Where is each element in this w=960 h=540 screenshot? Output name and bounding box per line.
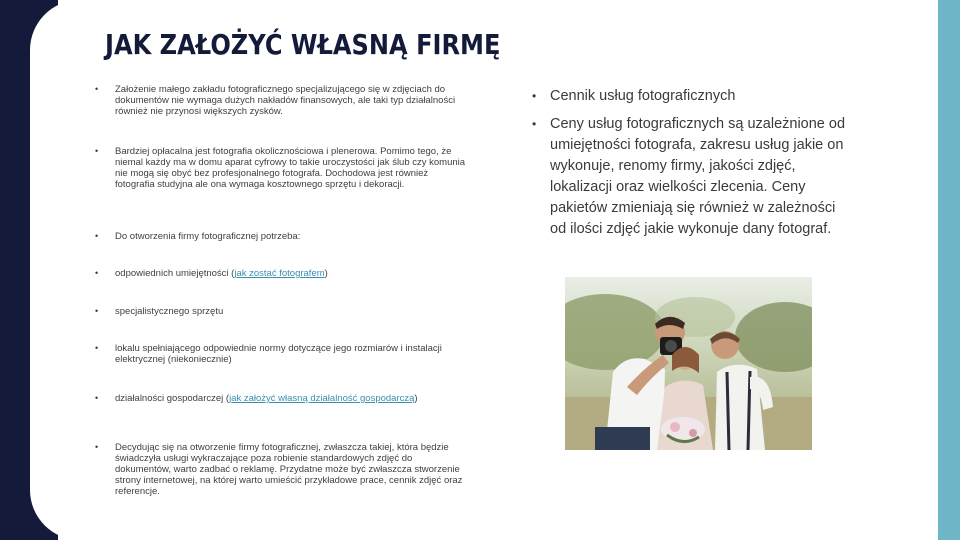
bullet-icon: •: [95, 306, 99, 316]
list-item-text: Do otworzenia firmy fotograficznej potrzeba:: [115, 231, 301, 242]
list-item: [95, 146, 467, 190]
bullet-icon: •: [95, 231, 99, 241]
bullet-icon: •: [95, 84, 99, 94]
list-item: [95, 268, 467, 279]
link-jak-zalozyc-dzialalnosc[interactable]: jak założyć własną działalność gospodarczą: [229, 393, 415, 404]
list-item: [95, 306, 467, 317]
bullet-icon: •: [95, 343, 99, 353]
list-item: [95, 393, 467, 404]
link-jak-zostac-fotografem[interactable]: jak zostać fotografem: [234, 268, 325, 279]
photo-illustration: [565, 277, 812, 450]
list-item-text: Założenie małego zakładu fotograficznego specjalizującego się w zdjęciach do dokumentów nie wymaga dużych nakładów finansowych, ale taki typ działalności również nie przynosi większych zysków.: [115, 84, 456, 117]
wedding-photographer-photo: [565, 277, 812, 450]
bullet-icon: •: [95, 442, 99, 452]
list-item-text: Decydując się na otworzenie firmy fotograficznej, zwłaszcza takiej, która będzie świadczyła usługi wykraczające poza robienie standardowych zdjęć do dokumentów, warto zadbać o reklamę. Przydatne może być zwłaszcza stworzenie strony internetowej, na której warto umieścić przykładowe prace, cennik zdjęć oraz referencje.: [115, 442, 463, 497]
list-item: [95, 231, 467, 242]
list-item: [95, 84, 467, 117]
list-item-text: Bardziej opłacalna jest fotografia okolicznościowa i plenerowa. Pomimo tego, że niemal każdy ma w domu aparat cyfrowy to takie uroczystości jak ślub czy komunia nie mogą się obyć bez profesjonalnego fotografa. Dochodowa jest również fotografia studyjna ale ona wymaga kosztownego sprzętu i dekoracji.: [115, 146, 466, 190]
list-item: [532, 86, 852, 107]
bullet-icon: •: [95, 268, 99, 278]
list-item-text: odpowiednich umiejętności (: [115, 268, 235, 279]
bullet-icon: •: [95, 146, 99, 156]
slide-title: JAK ZAŁOŻYĆ WŁASNĄ FIRMĘ: [105, 28, 501, 61]
right-accent-band: [938, 0, 960, 540]
bullet-icon: •: [95, 393, 99, 403]
list-item-text: Ceny usług fotograficznych są uzależnione od umiejętności fotografa, zakresu usług jakie on wykonuje, renomy firmy, jakości zdjęć, lokalizacji oraz wielkości zlecenia. Ceny pakietów zmieniają się również w zależności od ilości zdjęć jakie wykonuje dany fotograf.: [550, 116, 846, 237]
list-item-text: ): [324, 268, 328, 279]
bullet-icon: •: [532, 117, 537, 131]
list-item-text: ): [414, 393, 418, 404]
list-item-text: specjalistycznego sprzętu: [115, 306, 224, 317]
list-item: [95, 442, 467, 497]
bullet-icon: •: [532, 89, 537, 103]
list-item-text: działalności gospodarczej (: [115, 393, 230, 404]
list-item-text: Cennik usług fotograficznych: [550, 88, 736, 104]
list-item: [532, 114, 852, 240]
list-item: [95, 343, 467, 365]
list-item-text: lokalu spełniającego odpowiednie normy dotyczące jego rozmiarów i instalacji elektrycznej (niekoniecznie): [115, 343, 442, 365]
